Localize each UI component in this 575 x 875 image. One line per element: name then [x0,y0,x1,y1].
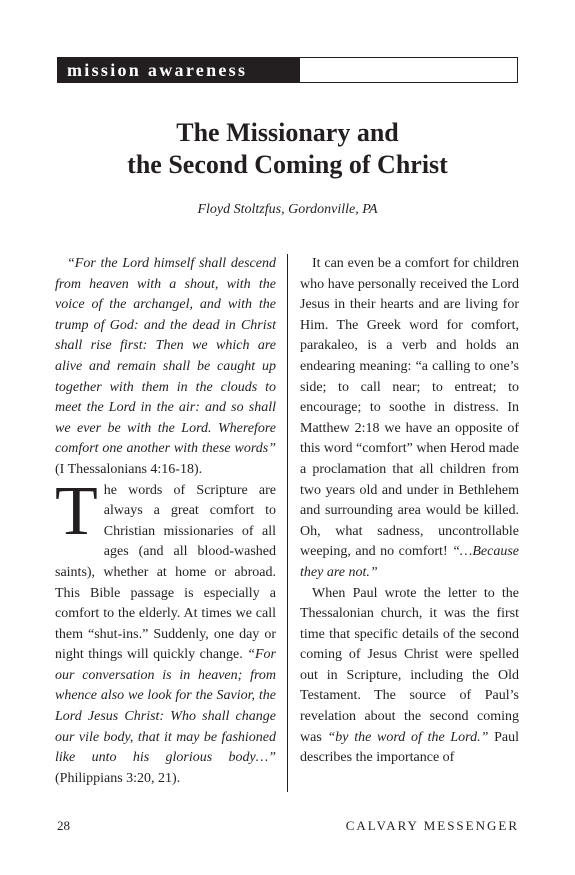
article-title-line-1: The Missionary and [176,118,399,147]
body-paragraph [55,472,277,790]
left-column [55,254,276,789]
scripture-reference: (I Thessalonians 4:16-18). [55,461,203,477]
page-number: 28 [57,818,70,833]
paragraph-text: It can even be a comfort for children who have personally received the Lord Jesus in their hearts and are living for Him. The Greek word for comfort, parakaleo, is a verb and holds an endearing meaning: “a calling to one’s side; to call near; to entreat; to encourage; to soothe in distress. In Matthew 2:18 we have an opposite of this word “comfort” when Herod made a proclamation that all children from two years old and under in Bethlehem and surrounding area would be killed. Oh, what sadness, uncontrollable weeping, and no comfort! [300,256,519,560]
inline-scripture-reference: (Philippians 3:20, 21). [55,770,181,786]
article-title [57,117,518,181]
article-byline: Floyd Stoltzfus, Gordonville, PA [197,202,378,217]
right-column [300,254,519,769]
inline-scripture-quote: “by the word of the Lord.” [327,729,489,745]
section-header-bar [57,57,518,83]
body-paragraph [300,584,519,769]
article-title-line-2: the Second Coming of Christ [127,150,448,179]
opening-scripture [55,254,276,481]
publication-name: CALVARY MESSENGER [345,818,519,833]
section-label: mission awareness [58,58,300,82]
paragraph-text: When Paul wrote the letter to the Thessalonian church, it was the first time that specific details of the second coming of Jesus Christ were spelled out in Scripture, including the Old Testament. The source of Paul’s revelation about the second coming was [300,585,519,745]
paragraph-text: he words of Scripture are always a great comfort to Christian missionaries of all ages (and all blood-washed saints), whether at home or abroad. This Bible passage is especially a comfort to the elderly. At times we call them “shut-ins.” Suddenly, one day or night things will quickly change. [55,482,276,663]
column-divider [287,254,288,792]
body-paragraph [300,254,519,584]
drop-cap: T [55,472,98,550]
scripture-quote: “For the Lord himself shall descend from heaven with a shout, with the voice of the archangel, and with the trump of God: and the dead in Christ shall rise first: Then we which are alive and remain shall be caught up together with them in the clouds to meet the Lord in the air: and so shall we ever be with the Lord. Wherefore comfort one another with these words” [55,256,276,457]
inline-scripture-quote: “For our conversation is in heaven; from whence also we look for the Savior, the Lord Jesus Christ: Who shall change our vile body, that it may be fashioned like unto his glorious body…” [55,647,277,766]
inline-scripture-quote: “…Because they are not.” [300,544,519,580]
paragraph-text-continued: Paul describes the importance of [300,729,520,766]
